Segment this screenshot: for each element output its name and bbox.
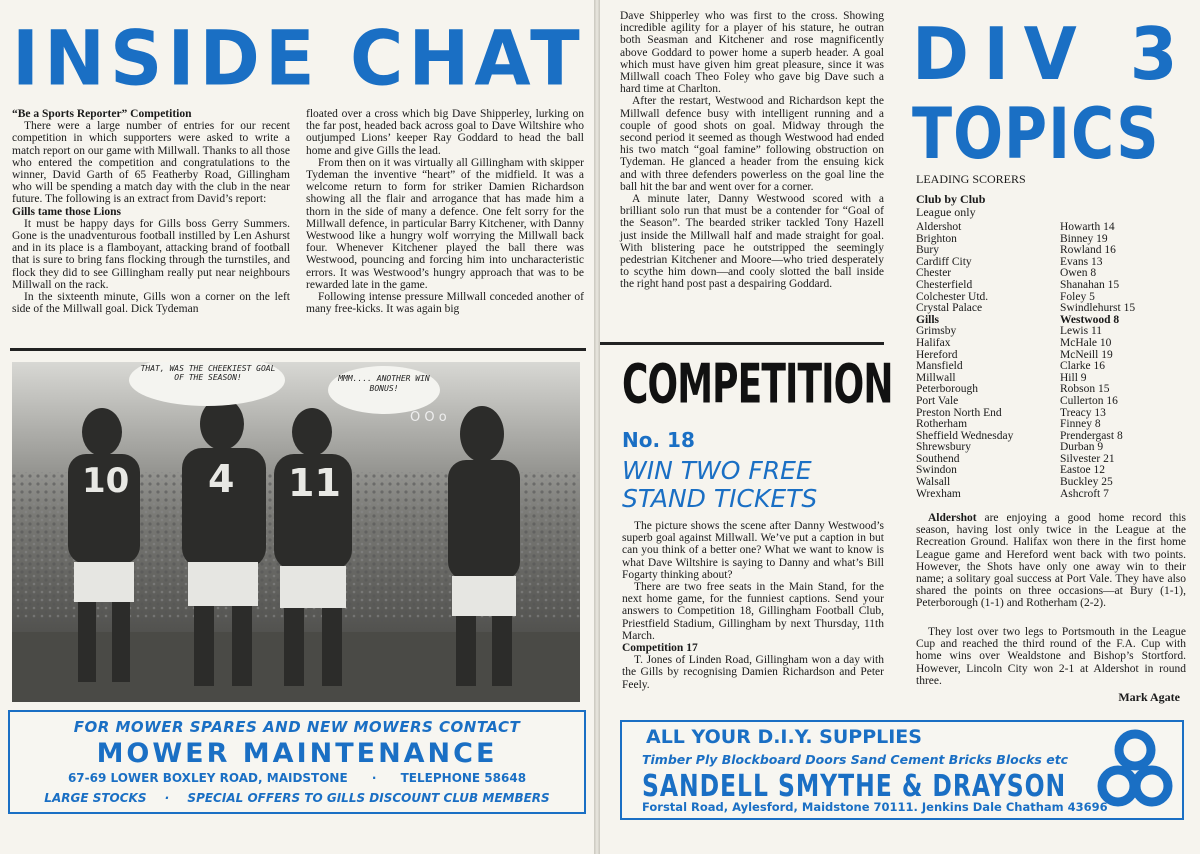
top-scorer: Binney 19 (1060, 232, 1108, 245)
top-scorer: Shanahan 15 (1060, 278, 1120, 291)
top-scorer: Silvester 21 (1060, 452, 1115, 465)
scorer-row (916, 477, 1196, 489)
club-name: Cardiff City (916, 255, 972, 268)
top-scorer: Prendergast 8 (1060, 429, 1123, 442)
club-name: Halifax (916, 336, 951, 349)
right-page (600, 0, 1200, 854)
scorer-row (916, 315, 1196, 327)
top-scorer: Treacy 13 (1060, 406, 1106, 419)
scorer-row (916, 303, 1196, 315)
club-name: Bury (916, 244, 939, 257)
ad-mower-stocks: LARGE STOCKS (44, 791, 147, 805)
div3-masthead: DIV 3 (912, 11, 1193, 97)
club-name: Sheffield Wednesday (916, 429, 1014, 442)
right-column-1 (620, 10, 884, 291)
club-name: Millwall (916, 371, 956, 384)
ad-diy-company: SANDELL SMYTHE & DRAYSON (642, 768, 1067, 804)
leading-scorers-table (916, 222, 1196, 500)
competition-headline-2: STAND TICKETS (622, 484, 818, 513)
top-scorer: Evans 13 (1060, 255, 1103, 268)
top-scorer: Clarke 16 (1060, 360, 1106, 373)
top-scorer: Cullerton 16 (1060, 394, 1118, 407)
speech-bubble-1: THAT, WAS THE CHEEKIEST GOAL OF THE SEASON! (140, 364, 276, 382)
ad-mower-address: 67-69 LOWER BOXLEY ROAD, MAIDSTONE (67, 771, 348, 785)
shirt-number-4: 4 (208, 457, 235, 501)
top-scorer: Foley 5 (1060, 290, 1095, 303)
top-scorer: Hill 9 (1060, 371, 1087, 384)
club-name: Peterborough (916, 383, 978, 396)
ad-diy-products: Timber Ply Blockboard Doors Sand Cement Bricks Blocks etc (642, 752, 1069, 767)
left-page (0, 0, 594, 854)
club-name: Hereford (916, 348, 958, 361)
club-name: Crystal Palace (916, 302, 983, 315)
left-col1-paragraph: In the sixteenth minute, Gills won a corner on the left side of the Millwall goal. Dick Tydeman (12, 291, 290, 316)
right-col1-paragraph: A minute later, Danny Westwood scored with a brilliant solo run that must be a contender for “Goal of the Season”. The bearded striker tackled Tony Hazell just inside the Millwall half and made straight for goal. With blistering pace he outstripped the seemingly pedestrian Kitchener and Moore—who tried desperately to scythe him down—and cooly slotted the ball inside the right hand post past a despairing Goddard. (620, 193, 884, 291)
club-name: Mansfield (916, 360, 963, 373)
competition-number: No. 18 (622, 428, 695, 452)
ad-mower-sep: · (371, 771, 377, 785)
club-name: Preston North End (916, 406, 1002, 419)
photo-illustration (12, 362, 580, 702)
ad-mower-offers-line (10, 791, 584, 805)
shirt-number-11: 11 (288, 461, 341, 505)
competition-paragraph: There are two free seats in the Main Stand, for the next home game, for the funniest captions. Send your answers to Competition 18, Gillingham Football Club, Priestfield Stadium, Gillingham by next Thursday, 11th March. (622, 581, 884, 642)
league-only-label: League only (916, 205, 976, 219)
aldershot-paragraph (916, 512, 1186, 610)
scorer-row (916, 465, 1196, 477)
top-scorer: Finney 8 (1060, 418, 1101, 431)
left-col2-paragraph: From then on it was virtually all Gillingham with skipper Tydeman the inventive “heart” of the midfield. It was a welcome return to form for striker Damien Richardson showing all the flair and arrogance that has made him a thorn in the side of many a defence. One felt sorry for the Millwall defence, in particular Barry Kitchener, with Danny Westwood like a hungry wolf worrying the Millwall back four. Whenever Kitchener played the ball there was Westwood, pouncing and forcing him into uncharacteristic errors. It was Westwood’s hungry approach that was to be rewarded late in the game. (306, 156, 584, 291)
ad-mower-title: MOWER MAINTENANCE (96, 738, 498, 769)
club-name: Chester (916, 267, 952, 280)
club-name: Port Vale (916, 394, 959, 407)
club-name: Grimsby (916, 325, 957, 338)
competition-paragraph: T. Jones of Linden Road, Gillingham won a day with the Gills by recognising Damien Richardson and Peter Feely. (622, 654, 884, 691)
scorer-row (916, 257, 1196, 269)
club-name: Brighton (916, 232, 957, 245)
league-cup-paragraph (916, 626, 1186, 687)
competition-text (622, 520, 884, 691)
speech-bubble-2: MMM.... ANOTHER WIN BONUS! (338, 374, 430, 393)
left-col1-paragraph: It must be happy days for Gills boss Gerry Summers. Gone is the unadventurous football instilled by Len Ashurst and in its place is a flamboyant, attacking brand of football that is sure to bring fans flocking through the turnstiles, and flock they did to see Gillingham really put near neighbours Millwall on the rack. (12, 217, 290, 291)
match-photo (12, 362, 580, 702)
top-scorer: Owen 8 (1060, 267, 1097, 280)
ad-mower-telephone: TELEPHONE 58648 (400, 771, 527, 785)
shirt-number-10: 10 (82, 461, 130, 501)
left-col1-heading: Gills tame those Lions (12, 205, 121, 218)
club-name: Wrexham (916, 487, 961, 500)
top-scorer: McNeill 19 (1060, 348, 1113, 361)
scorer-row (916, 384, 1196, 396)
scorer-row (916, 361, 1196, 373)
ad-mower-intro: FOR MOWER SPARES AND NEW MOWERS CONTACT (73, 718, 521, 736)
right-col1-paragraph: Dave Shipperley who was first to the cross. Showing incredible agility for a player of his stature, he outran both Seasman and Kitchener and rose magnificently above Goddard to power home a superb header. A goal which must have given him great pleasure, since it was Millwall coach Theo Foley who gave big Dave such a hard time at Charlton. (620, 10, 884, 96)
ad-diy-address: Forstal Road, Aylesford, Maidstone 70111. Jenkins Dale Chatham 43696 (642, 800, 1108, 814)
top-scorer: Eastoe 12 (1060, 464, 1106, 477)
left-column-2 (306, 108, 584, 315)
left-col1-paragraph: There were a large number of entries for our recent competition in which supporters were asked to write a match report on our game with Millwall. Thanks to all those who entered the competition and congratulations to the winner, David Garth of 65 Featherby Road, Gillingham who will be spending a match day with the club in the near future. The following is an extract from David’s report: (12, 120, 290, 206)
club-name: Colchester Utd. (916, 290, 989, 303)
author-byline: Mark Agate (1118, 690, 1180, 704)
scorer-row (916, 234, 1196, 246)
inside-chat-masthead: INSIDE CHAT (12, 14, 585, 103)
divider (10, 348, 586, 351)
scorer-row (916, 396, 1196, 408)
competition-heading: Competition 17 (622, 642, 698, 655)
competition-paragraph: The picture shows the scene after Danny Westwood’s superb goal against Millwall. We’ve put a caption in but can you think of a better one? What we want to know is what Dave Wiltshire is saying to Danny and what’s Bill Fogarty thinking about? (622, 520, 884, 581)
top-scorer: Howarth 14 (1060, 221, 1115, 233)
leading-scorers-heading: LEADING SCORERS (916, 172, 1026, 186)
club-name: Gills (916, 313, 940, 326)
ad-mower-offers: SPECIAL OFFERS TO GILLS DISCOUNT CLUB MEMBERS (187, 791, 550, 805)
club-name: Swindon (916, 464, 957, 477)
ad-diy-headline: ALL YOUR D.I.Y. SUPPLIES (646, 726, 922, 748)
scorer-row (916, 222, 1196, 234)
left-col2-paragraph: Following intense pressure Millwall conceded another of many free-kicks. It was again big (306, 291, 584, 316)
thought-dots: O O o (410, 410, 447, 425)
left-column-1 (12, 108, 290, 315)
scorer-row (916, 454, 1196, 466)
aldershot-bold: Aldershot (928, 512, 977, 524)
top-scorer: Durban 9 (1060, 441, 1104, 454)
competition-divider (600, 342, 884, 345)
sandell-smythe-drayson-ad (620, 720, 1184, 820)
club-name: Chesterfield (916, 278, 973, 291)
scorer-row (916, 280, 1196, 292)
club-name: Walsall (916, 476, 951, 489)
top-scorer: Swindlehurst 15 (1060, 302, 1136, 315)
ad-mower-sep2: · (164, 791, 170, 805)
club-name: Rotherham (916, 418, 968, 431)
top-scorer: Lewis 11 (1060, 325, 1103, 338)
right-col1-paragraph: After the restart, Westwood and Richardson kept the Millwall defence busy with intelligent running and a couple of good shots on goal. Midway through the second period it seemed as though Westwood had ended his two match “goal famine” following obstruction on Tydeman. He glanced a header from the ensuing kick and with three defenders powerless on the goal line the ball hit the bar and went over for a corner. (620, 95, 884, 193)
aldershot-text: are enjoying a good home record this season, having lost only twice in the League at the Recreation Ground. Halifax won there in the first home League game and Hereford went back with two points. However, the Shots have only one away win to their name; a solitary goal success at Port Vale. They have also shared the points on three occasions—at Bury (1-1), Peterborough (1-1) and Rotherham (2-2). (916, 512, 1186, 610)
club-name: Shrewsbury (916, 441, 971, 454)
left-col2-paragraph: floated over a cross which big Dave Shipperley, lurking on the far post, headed back across goal to Dave Wiltshire who outjumped Lions’ keeper Ray Goddard to head the ball home and give Gills the lead. (306, 108, 584, 157)
scorer-row (916, 419, 1196, 431)
top-scorer: Robson 15 (1060, 383, 1110, 396)
scorer-row (916, 338, 1196, 350)
club-by-club-heading: Club by Club (916, 192, 986, 206)
top-scorer: Buckley 25 (1060, 476, 1113, 489)
club-name: Aldershot (916, 221, 962, 233)
top-scorer: Westwood 8 (1060, 313, 1120, 326)
company-logo-icon (1094, 728, 1176, 810)
club-name: Southend (916, 452, 960, 465)
league-cup-text: They lost over two legs to Portsmouth in the League Cup and reached the third round of the F.A. Cup with home wins over Wealdstone and Bishop’s Stortford. However, Lincoln City won 2-1 at Aldershot in round three. (916, 626, 1186, 687)
competition-headline-1: WIN TWO FREE (622, 456, 812, 485)
scorer-row (916, 489, 1196, 501)
top-scorer: Ashcroft 7 (1060, 487, 1109, 500)
left-col1-heading: “Be a Sports Reporter” Competition (12, 108, 192, 120)
mower-maintenance-ad (8, 710, 586, 814)
top-scorer: Rowland 16 (1060, 244, 1116, 257)
topics-masthead: TOPICS (912, 93, 1160, 176)
ad-mower-address-line (10, 771, 584, 785)
competition-logo: COMPETITION (622, 354, 893, 417)
top-scorer: McHale 10 (1060, 336, 1112, 349)
scorer-row (916, 326, 1196, 338)
